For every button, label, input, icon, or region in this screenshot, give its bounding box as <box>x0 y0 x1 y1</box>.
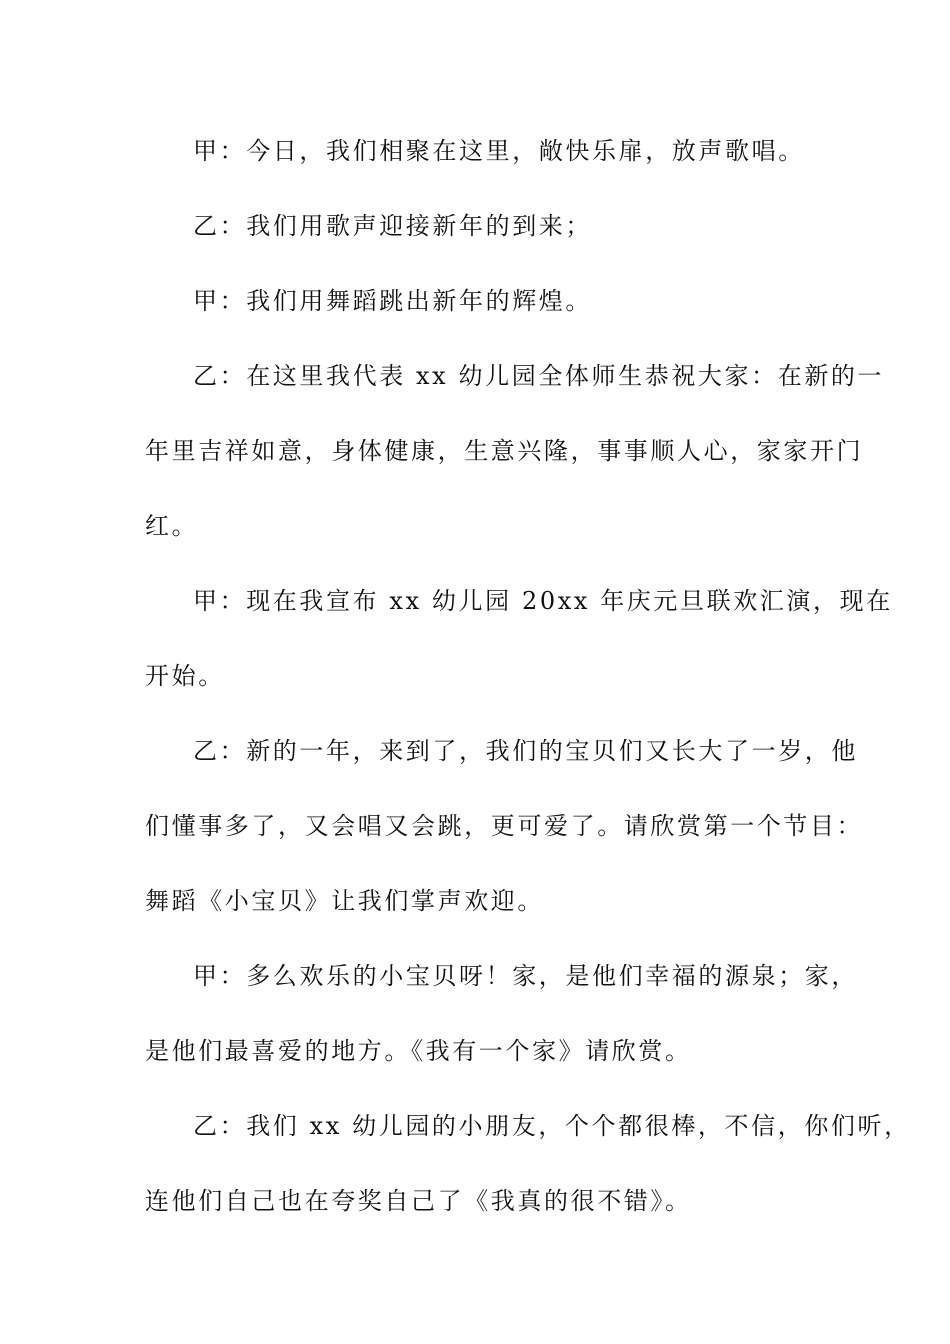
text-line: 乙：我们 xx 幼儿园的小朋友，个个都很棒，不信，你们听， <box>193 1112 911 1140</box>
text-line: 是他们最喜爱的地方。《我有一个家》请欣赏。 <box>145 1037 692 1065</box>
text-line: 年里吉祥如意，身体健康，生意兴隆，事事顺人心，家家开门 <box>145 437 864 465</box>
text-line: 乙：我们用歌声迎接新年的到来； <box>193 212 592 240</box>
text-line: 甲：多么欢乐的小宝贝呀！家，是他们幸福的源泉；家， <box>193 962 858 990</box>
text-line: 乙：新的一年，来到了，我们的宝贝们又长大了一岁，他 <box>193 737 858 765</box>
text-line: 甲：今日，我们相聚在这里，敞快乐扉，放声歌唱。 <box>193 137 805 165</box>
text-line: 红。 <box>145 512 199 540</box>
text-line: 们懂事多了，又会唱又会跳，更可爱了。请欣赏第一个节目： <box>145 812 864 840</box>
text-line: 甲：我们用舞蹈跳出新年的辉煌。 <box>193 287 592 315</box>
text-line: 乙：在这里我代表 xx 幼儿园全体师生恭祝大家：在新的一 <box>193 362 885 390</box>
text-line: 开始。 <box>145 662 225 690</box>
text-line: 舞蹈《小宝贝》让我们掌声欢迎。 <box>145 887 544 915</box>
text-line: 连他们自己也在夸奖自己了《我真的很不错》。 <box>145 1187 692 1215</box>
text-line: 甲：现在我宣布 xx 幼儿园 20xx 年庆元旦联欢汇演，现在 <box>193 587 893 615</box>
